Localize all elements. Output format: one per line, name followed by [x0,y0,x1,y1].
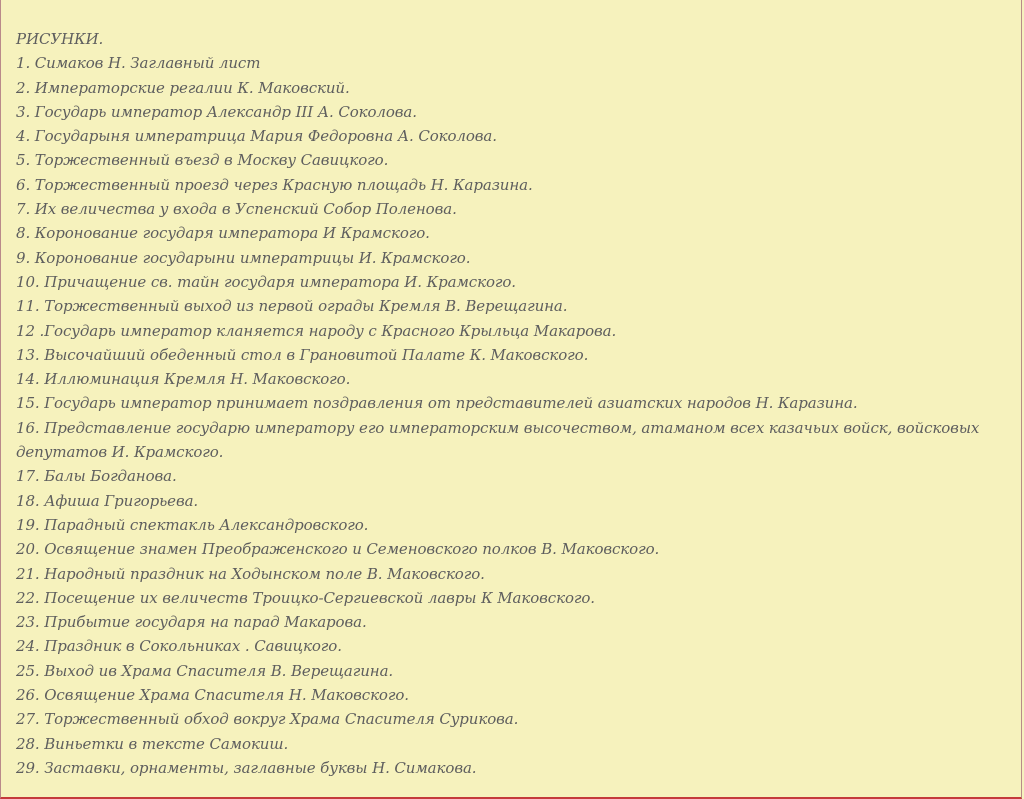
list-item: 9. Коронование государыни императрицы И. Крамского. [16,248,471,267]
list-item: 23. Прибытие государя на парад Макарова. [16,613,367,632]
list-item: 13. Высочайший обеденный стол в Грановитой Палате К. Маковского. [16,345,589,364]
list-item: 18. Афиша Григорьева. [16,491,199,510]
list-item: 2. Императорские регалии К. Маковский. [16,78,350,97]
list-item: 10. Причащение св. тайн государя императора И. Крамского. [16,272,516,291]
list-item: 28. Виньетки в тексте Самокиш. [16,734,289,753]
list-item: 22. Посещение их величеств Троицко-Сергиевской лавры К Маковского. [16,588,595,607]
list-item: 27. Торжественный обход вокруг Храма Спасителя Сурикова. [16,710,519,729]
list-item: 4. Государыня императрица Мария Федоровна А. Соколова. [16,127,497,146]
list-item: 25. Выход ив Храма Спасителя В. Верещагина. [16,661,394,680]
list-item: 19. Парадный спектакль Александровского. [16,515,369,534]
list-item: 14. Иллюминация Кремля Н. Маковского. [16,370,351,389]
list-item: 29. Заставки, орнаменты, заглавные буквы Н. Симакова. [16,758,477,777]
list-item: 5. Торжественный въезд в Москву Савицкого. [16,151,389,170]
list-item: 24. Праздник в Сокольниках . Савицкого. [16,637,342,656]
list-item: 3. Государь император Александр III А. Соколова. [16,102,417,121]
list-item: 20. Освящение знамен Преображенского и Семеновского полков В. Маковского. [16,540,660,559]
list-item: 6. Торжественный проезд через Красную площадь Н. Каразина. [16,175,533,194]
list-item: 15. Государь император принимает поздравления от представителей азиатских народов Н. Каразина. [16,394,858,413]
list-item: 11. Торжественный выход из первой ограды Кремля В. Верещагина. [16,297,568,316]
list-item: 1. Симаков Н. Заглавный лист [16,54,261,73]
list-item: 21. Народный праздник на Ходынском поле В. Маковского. [16,564,485,583]
illustrations-list [16,27,1001,780]
list-item: 26. Освящение Храма Спасителя Н. Маковского. [16,686,409,705]
list-item: 8. Коронование государя императора И Крамского. [16,224,430,243]
list-item: 7. Их величества у входа в Успенский Собор Поленова. [16,200,457,219]
list-item: 17. Балы Богданова. [16,467,177,486]
list-heading: РИСУНКИ. [16,30,104,48]
list-item: 16. Представление государю императору его императорским высочеством, атаманом всех казачьих войск, войсковых депутатов И. Крамского. [16,418,980,462]
list-item: 12 .Государь император кланяется народу с Красного Крыльца Макарова. [16,321,617,340]
